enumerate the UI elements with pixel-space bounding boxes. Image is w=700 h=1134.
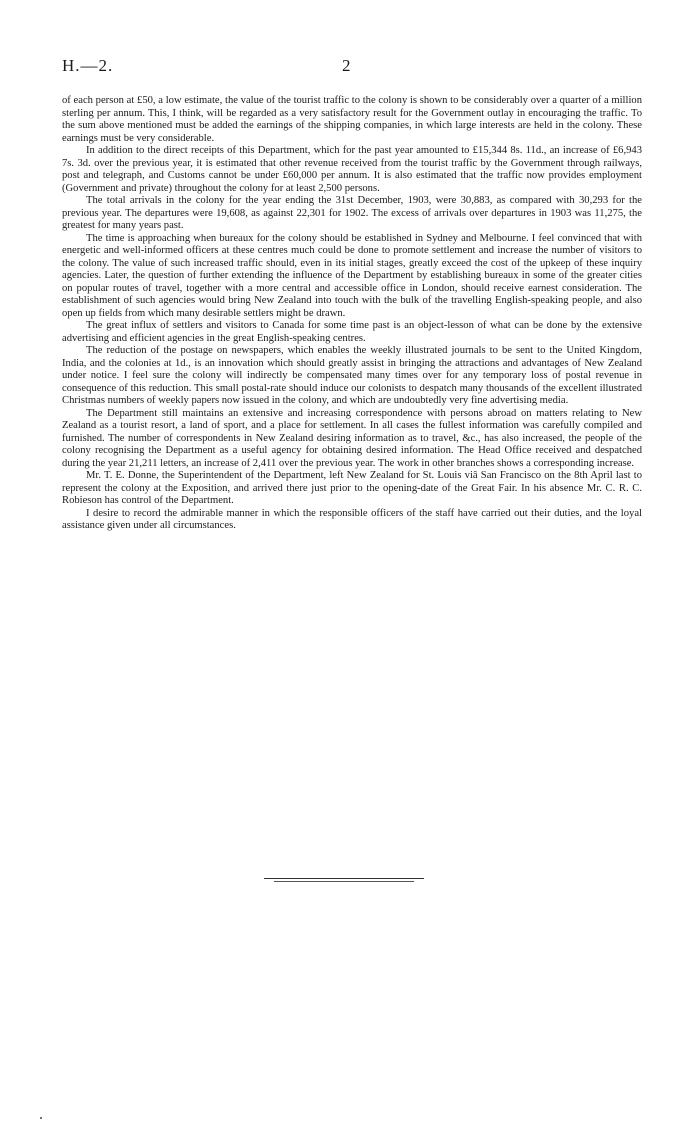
paragraph-staff-acknowledgement: I desire to record the admirable manner in which the responsible officers of the staff have carried out their duties, and the loyal assistance given under all circumstances. bbox=[62, 507, 642, 531]
section-divider-rule bbox=[264, 878, 424, 882]
paragraph-department-receipts: In addition to the direct receipts of this Department, which for the past year amounted to £15,344 8s. 11d., an increase of £6,943 7s. 3d. over the previous year, it is estimated that other revenue received from the tourist traffic by the Government through railways, post and telegraph, and Customs cannot be under £60,000 per annum. It is also estimated that the traffic now provides employment (Government and private) throughout the colony for at least 2,500 persons. bbox=[62, 145, 642, 194]
scan-speck bbox=[40, 1117, 42, 1119]
page-number: 2 bbox=[342, 56, 351, 75]
paragraph-postage-reduction: The reduction of the postage on newspapers, which enables the weekly illustrated journals to be sent to the United Kingdom, India, and the colonies at 1d., is an innovation which should greatly assist in bringing the attractions and advantages of New Zealand under notice. I feel sure the colony will indirectly be compensated many times over for any temporary loss of postal revenue in consequence of this reduction. This small postal-rate should induce our colonists to despatch many thousands of the excellent illustrated Christmas numbers of weekly papers now issued in the colony, and which are undoubtedly very fine advertising media. bbox=[62, 345, 642, 406]
page-header bbox=[62, 56, 642, 80]
paragraph-superintendent-st-louis: Mr. T. E. Donne, the Superintendent of the Department, left New Zealand for St. Louis viâ San Francisco on the 8th April last to represent the colony at the Exposition, and arrived there just prior to the opening-date of the Great Fair. In his absence Mr. C. R. C. Robieson has control of the Department. bbox=[62, 470, 642, 506]
divider-line-top bbox=[264, 878, 424, 879]
paragraph-canada-object-lesson: The great influx of settlers and visitors to Canada for some time past is an object-lesson of what can be done by the extensive advertising and efficient agencies in the great English-speaking centres. bbox=[62, 320, 642, 344]
paragraph-correspondence: The Department still maintains an extensive and increasing correspondence with persons abroad on matters relating to New Zealand as a tourist resort, a land of sport, and a place for settlement. In all cases the fullest information was carefully compiled and furnished. The number of correspondents in New Zealand desiring information as to travel, &c., has also increased, the people of the colony recognising the Department as a useful agency for obtaining desired information. The Head Office received and despatched during the year 21,211 letters, an increase of 2,411 over the previous year. The work in other branches shows a corresponding increase. bbox=[62, 407, 642, 469]
divider-line-bottom bbox=[274, 881, 414, 882]
paragraph-bureaux-sydney-melbourne: The time is approaching when bureaux for the colony should be established in Sydney and Melbourne. I feel convinced that with energetic and well-informed officers at these centres much could be done to promote settlement and increase the number of visitors to the colony. The value of such increased traffic should, even in its initial stages, greatly exceed the cost of the upkeep of these inquiry agencies. Later, the question of further extending the influence of the Department by establishing bureaux in some of the greater cities on popular routes of travel, together with a more central and accessible office in London, should receive earnest consideration. The establishment of such agencies would bring New Zealand into touch with the bulk of the travelling English-speaking people, and also open up fields from which many desirable settlers might be drawn. bbox=[62, 232, 642, 319]
paragraph-arrivals-departures: The total arrivals in the colony for the year ending the 31st December, 1903, were 30,883, as compared with 30,293 for the previous year. The departures were 19,608, as against 22,301 for 1902. The excess of arrivals over departures in 1903 was 11,275, the greatest for many years past. bbox=[62, 195, 642, 231]
document-reference: H.—2. bbox=[62, 56, 114, 75]
body-text bbox=[62, 95, 642, 533]
paragraph-tourist-traffic-value: of each person at £50, a low estimate, the value of the tourist traffic to the colony is shown to be considerably over a quarter of a million sterling per annum. This, I think, will be regarded as a very satisfactory result for the Government outlay in encouraging the traffic. To the sum above mentioned must be added the earnings of the shipping companies, in which large interests are held in the colony. These earnings must be very considerable. bbox=[62, 95, 642, 144]
